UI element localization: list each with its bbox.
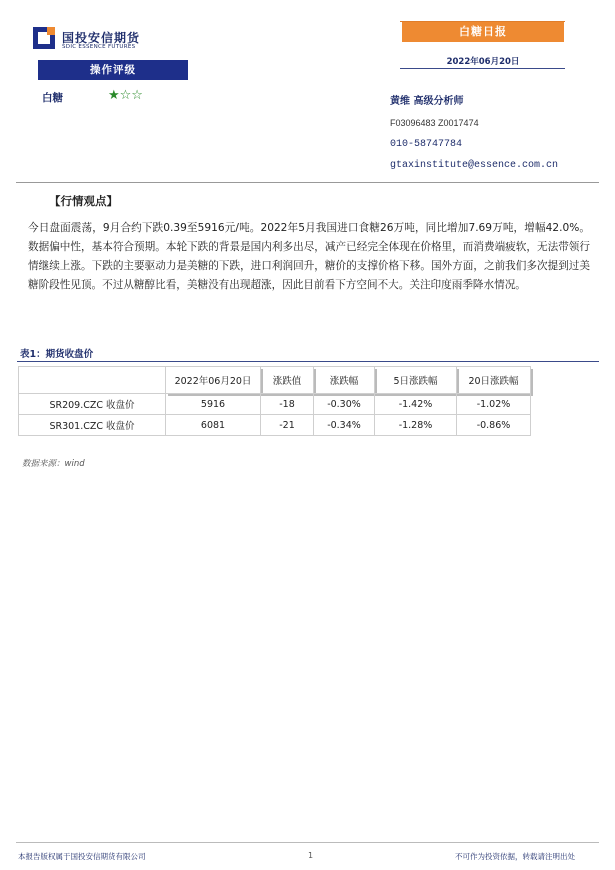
analyst-cert: F03096483 Z0017474 bbox=[390, 118, 479, 128]
brand-name-cn: 国投安信期货 bbox=[62, 31, 141, 45]
table-header-cell: 5日涨跌幅 bbox=[375, 367, 457, 394]
table-cell: SR209.CZC 收盘价 bbox=[19, 394, 166, 415]
market-view-title: 【行情观点】 bbox=[49, 194, 118, 208]
table-cell: -0.86% bbox=[457, 415, 531, 436]
rating-stars-icon: ★☆☆ bbox=[108, 88, 143, 103]
header-divider-bottom bbox=[400, 68, 565, 69]
section-divider bbox=[16, 182, 599, 183]
table-cell: SR301.CZC 收盘价 bbox=[19, 415, 166, 436]
analyst-email[interactable]: gtaxinstitute@essence.com.cn bbox=[390, 160, 559, 171]
table-cell: -0.30% bbox=[314, 394, 375, 415]
futures-price-table bbox=[18, 366, 531, 436]
table-header-cell: 2022年06月20日 bbox=[166, 367, 261, 394]
company-logo-icon bbox=[33, 27, 55, 49]
footer-divider bbox=[16, 842, 599, 843]
footer-copyright: 本报告版权属于国投安信期货有限公司 bbox=[18, 852, 146, 861]
table-caption: 表1：期货收盘价 bbox=[20, 349, 94, 360]
data-source-note: 数据来源：wind bbox=[22, 459, 85, 469]
analyst-phone: 010-58747784 bbox=[390, 139, 463, 150]
brand-name-en: SDIC ESSENCE FUTURES bbox=[62, 44, 136, 50]
table-cell: -1.42% bbox=[375, 394, 457, 415]
table-cell: -21 bbox=[261, 415, 314, 436]
report-type-banner: 白糖日报 bbox=[402, 22, 564, 42]
table-header-cell: 20日涨跌幅 bbox=[457, 367, 531, 394]
table-cell: -18 bbox=[261, 394, 314, 415]
footer-disclaimer: 不可作为投资依据，转载请注明出处 bbox=[455, 852, 575, 861]
table-rule bbox=[17, 361, 599, 362]
table-header-cell: 涨跌幅 bbox=[314, 367, 375, 394]
market-view-body: 今日盘面震荡，9月合约下跌0.39至5916元/吨。2022年5月我国进口食糖26万吨，同比增加7.69万吨，增幅42.0%。数据偏中性，基本符合预期。本轮下跌的背景是国内利多出尽，减产已经完全体现在价格里，而消费端疲软，无法带领行情继续上涨。下跌的主要驱动力是美糖的下跌，进口利润回升，糖价的支撑价格下移。国外方面，之前我们多次提到过美糖阶段性见顶。不过从糖醇比看，美糖没有出现超涨，因此目前看下方空间不大。关注印度雨季降水情况。 bbox=[28, 222, 590, 291]
table-cell: -1.02% bbox=[457, 394, 531, 415]
analyst-name: 黄维 高级分析师 bbox=[390, 96, 464, 107]
table-header-cell: 涨跌值 bbox=[261, 367, 314, 394]
table-header-cell bbox=[19, 367, 166, 394]
report-date: 2022年06月20日 bbox=[446, 57, 520, 67]
table-row bbox=[19, 394, 531, 415]
rating-label-bar: 操作评级 bbox=[38, 60, 188, 80]
table-cell: 5916 bbox=[166, 394, 261, 415]
page-number: 1 bbox=[308, 851, 314, 860]
table-cell: 6081 bbox=[166, 415, 261, 436]
product-name: 白糖 bbox=[42, 92, 63, 104]
table-row bbox=[19, 415, 531, 436]
table-header-row bbox=[19, 367, 531, 394]
table-cell: -0.34% bbox=[314, 415, 375, 436]
table-cell: -1.28% bbox=[375, 415, 457, 436]
